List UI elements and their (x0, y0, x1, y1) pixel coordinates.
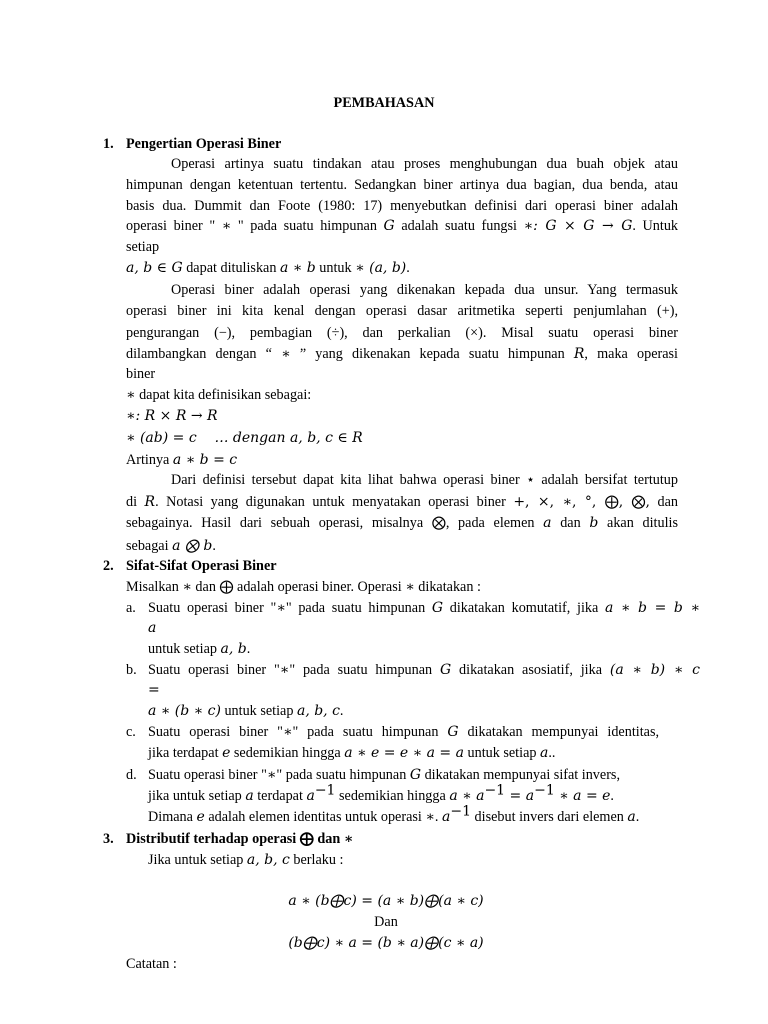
list-item-line: jika untuk setiap a terdapat $a^{-1}$ sedemikian hingga a ∗ $a^{-1} = a^{-1}$ ∗ a = e. (148, 782, 614, 804)
equation: ∗ (ab) = c … dengan a, b, c ∈ R (126, 430, 363, 446)
note-label: Catatan : (126, 956, 177, 972)
paragraph-line: setiap (126, 239, 160, 255)
list-item-line: untuk setiap a, b. (148, 641, 251, 657)
equation: a ∗ (b⨁c) = (a ∗ b)⨁(a ∗ c) (288, 893, 484, 909)
list-item-label: a. (126, 600, 136, 616)
paragraph-line: operasi biner ini kita kenal dengan operasi dasar aritmetika seperti penjumlahan (+), (126, 303, 678, 319)
paragraph-line: Dari definisi tersebut dapat kita lihat bahwa operasi biner ⋆ adalah bersifat tertutup (171, 472, 678, 488)
paragraph-line: pengurangan (−), pembagian (÷), dan perkalian (×). Misal suatu operasi biner (126, 325, 678, 341)
list-item-line: Dimana e adalah elemen identitas untuk operasi ∗. $a^{-1}$ disebut invers dari elemen a. (148, 803, 640, 825)
paragraph-line: dilambangkan dengan “ ∗ ” yang dikenakan kepada suatu himpunan R, maka operasi (126, 346, 678, 362)
list-item-line: jika terdapat e sedemikian hingga a ∗ e = e ∗ a = a untuk setiap a.. (148, 745, 556, 761)
list-item-line: Suatu operasi biner "∗" pada suatu himpunan G dikatakan komutatif, jika a ∗ b = b ∗ (148, 600, 700, 616)
paragraph-line: sebagai a ⨂ b. (126, 538, 216, 554)
paragraph-line: Operasi biner adalah operasi yang dikenakan kepada dua unsur. Yang termasuk (171, 282, 678, 298)
page-title: PEMBAHASAN (333, 95, 435, 111)
paragraph-line: Artinya a ∗ b = c (126, 452, 238, 468)
paragraph-line: biner (126, 366, 156, 382)
paragraph-line: di R. Notasi yang digunakan untuk menyatakan operasi biner +, ×, ∗, °, ⨁, ⨂, dan (126, 494, 678, 510)
list-item-label: c. (126, 724, 136, 740)
paragraph-line: Misalkan ∗ dan ⨁ adalah operasi biner. Operasi ∗ dikatakan : (126, 579, 481, 595)
list-item-line: a ∗ (b ∗ c) untuk setiap a, b, c. (148, 703, 344, 719)
section-1-title: Pengertian Operasi Biner (126, 136, 282, 152)
section-2-title: Sifat-Sifat Operasi Biner (126, 558, 277, 574)
paragraph-line: operasi biner " ∗ " pada suatu himpunan G adalah suatu fungsi ∗: G × G → G. Untuk (126, 218, 679, 234)
list-item-line: = (148, 682, 160, 698)
paragraph-line: sebagainya. Hasil dari sebuah operasi, misalnya ⨂, pada elemen a dan b akan ditulis (126, 515, 678, 531)
paragraph-line: a, b ∈ G dapat dituliskan a ∗ b untuk ∗ (a, b). (126, 260, 410, 276)
list-item-line: Suatu operasi biner "∗" pada suatu himpunan G dikatakan asosiatif, jika (a ∗ b) ∗ c (148, 662, 700, 678)
equation: (b⨁c) ∗ a = (b ∗ a)⨁(c ∗ a) (288, 935, 484, 951)
paragraph-line: ∗ dapat kita definisikan sebagai: (126, 387, 312, 403)
list-item-line: Suatu operasi biner "∗" pada suatu himpunan G dikatakan mempunyai sifat invers, (148, 767, 620, 783)
equation-connector: Dan (374, 914, 398, 930)
paragraph-line: basis dua. Dummit dan Foote (1980: 17) menyebutkan definisi dari operasi biner adalah (126, 198, 678, 214)
section-3-number: 3. (103, 831, 114, 847)
paragraph-line: Jika untuk setiap a, b, c berlaku : (148, 852, 344, 868)
paragraph-line: Operasi artinya suatu tindakan atau proses menghubungan dua buah objek atau (171, 156, 678, 172)
equation: ∗: R × R → R (126, 408, 218, 424)
list-item-label: d. (126, 767, 137, 783)
list-item-label: b. (126, 662, 137, 678)
section-2-number: 2. (103, 558, 114, 574)
list-item-line: a (148, 620, 157, 636)
section-3-title: Distributif terhadap operasi ⨁ dan ∗ (126, 831, 354, 847)
paragraph-line: himpunan dengan ketentuan tertentu. Sedangkan biner artinya dua bagian, dua benda, atau (126, 177, 678, 193)
section-1-number: 1. (103, 136, 114, 152)
list-item-line: Suatu operasi biner "∗" pada suatu himpunan G dikatakan mempunyai identitas, (148, 724, 660, 740)
